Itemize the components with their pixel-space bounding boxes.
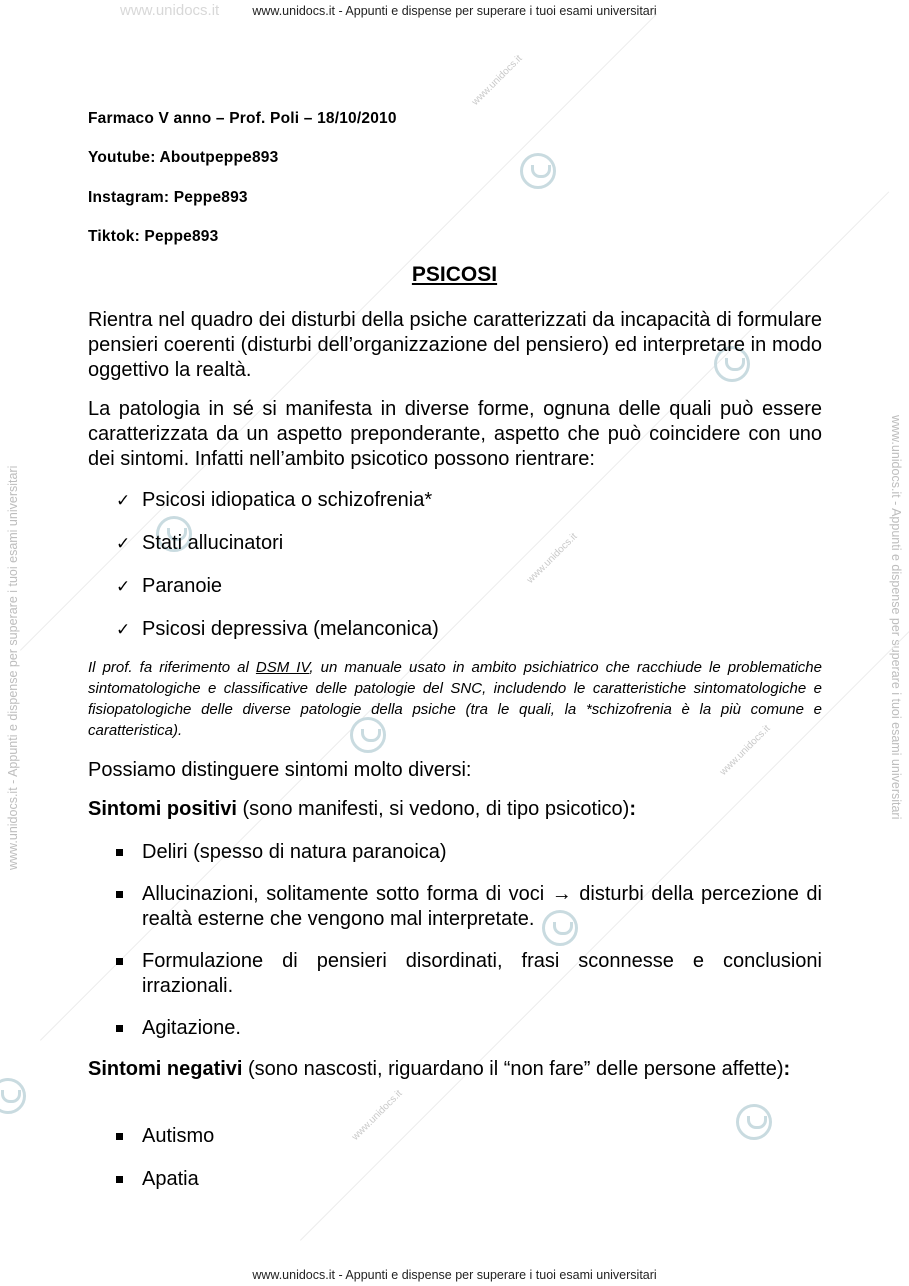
check-icon: ✓ — [116, 534, 131, 553]
check-icon: ✓ — [116, 577, 131, 596]
page-title: PSICOSI — [411, 263, 498, 286]
dsm-reference: DSM IV — [255, 659, 310, 676]
dsm-note: Il prof. fa riferimento al DSM IV, un manuale usato in ambito psichiatrico che racchiude le problematiche sintomatologiche e classificative delle patologie del SNC, includendo le caratteristiche sintomatologiche e fisiopatologiche delle diverse patologie della psiche (tra le quali, la *schizofrenia è la più comune e caratteristica). — [88, 659, 822, 739]
watermark-diagonal: www.unidocs.it — [350, 1088, 405, 1143]
course-header: Farmaco V anno – Prof. Poli – 18/10/2010 — [88, 110, 397, 127]
intro-paragraph: La patologia in sé si manifesta in diverse forme, ognuna delle quali può essere caratterizzata da un aspetto preponderante, aspetto che può coincidere con uno dei sintomi. Infatti nell’ambito psicotico possono rientrare: — [88, 398, 822, 470]
distinguish-line: Possiamo distinguere sintomi molto diversi: — [88, 759, 472, 781]
list-item: Allucinazioni, solitamente sotto forma di voci → disturbi della percezione di realtà esterne che vengono mal interpretate. — [116, 882, 822, 932]
unidocs-logo-icon — [520, 153, 556, 189]
list-item: Apatia — [116, 1167, 822, 1192]
list-item: ✓ Paranoie — [116, 575, 223, 597]
list-item: Formulazione di pensieri disordinati, frasi sconnesse e conclusioni irrazionali. — [116, 949, 822, 999]
list-item: ✓ Stati allucinatori — [116, 532, 284, 554]
watermark-ghost-top: www.unidocs.it — [120, 2, 220, 19]
watermark-diagonal: www.unidocs.it — [470, 53, 525, 108]
square-bullet-icon — [116, 891, 123, 898]
list-item: Deliri (spesso di natura paranoica) — [116, 840, 822, 865]
list-item: ✓ Psicosi depressiva (melanconica) — [116, 618, 439, 640]
intro-paragraph: Rientra nel quadro dei disturbi della psiche caratterizzati da incapacità di formulare pensieri coerenti (disturbi dell’organizzazione del pensiero) ed interpretare in modo oggettivo la realtà. — [88, 309, 822, 381]
list-item: ✓ Psicosi idiopatica o schizofrenia* — [116, 489, 433, 511]
square-bullet-icon — [116, 1025, 123, 1032]
watermark-bottom: www.unidocs.it - Appunti e dispense per superare i tuoi esami universitari — [252, 1268, 657, 1282]
tiktok-line: Tiktok: Peppe893 — [88, 228, 219, 245]
negative-symptoms-heading: Sintomi negativi (sono nascosti, riguardano il “non fare” delle persone affette): — [88, 1058, 791, 1080]
watermark-right: www.unidocs.it - Appunti e dispense per superare i tuoi esami universitari — [889, 415, 903, 820]
watermark-top: www.unidocs.it - Appunti e dispense per superare i tuoi esami universitari — [252, 4, 657, 18]
square-bullet-icon — [116, 1133, 123, 1140]
unidocs-logo-icon — [0, 1078, 26, 1114]
list-item: Agitazione. — [116, 1016, 822, 1041]
square-bullet-icon — [116, 958, 123, 965]
youtube-line: Youtube: Aboutpeppe893 — [88, 149, 279, 166]
check-icon: ✓ — [116, 620, 131, 639]
positive-symptoms-heading: Sintomi positivi (sono manifesti, si vedono, di tipo psicotico): — [88, 798, 636, 820]
square-bullet-icon — [116, 1176, 123, 1183]
instagram-line: Instagram: Peppe893 — [88, 189, 248, 206]
watermark-left: www.unidocs.it - Appunti e dispense per superare i tuoi esami universitari — [6, 465, 20, 870]
square-bullet-icon — [116, 849, 123, 856]
watermark-diagonal: www.unidocs.it — [718, 723, 773, 778]
watermark-diagonal: www.unidocs.it — [525, 531, 580, 586]
check-icon: ✓ — [116, 491, 131, 510]
list-item: Autismo — [116, 1124, 822, 1149]
